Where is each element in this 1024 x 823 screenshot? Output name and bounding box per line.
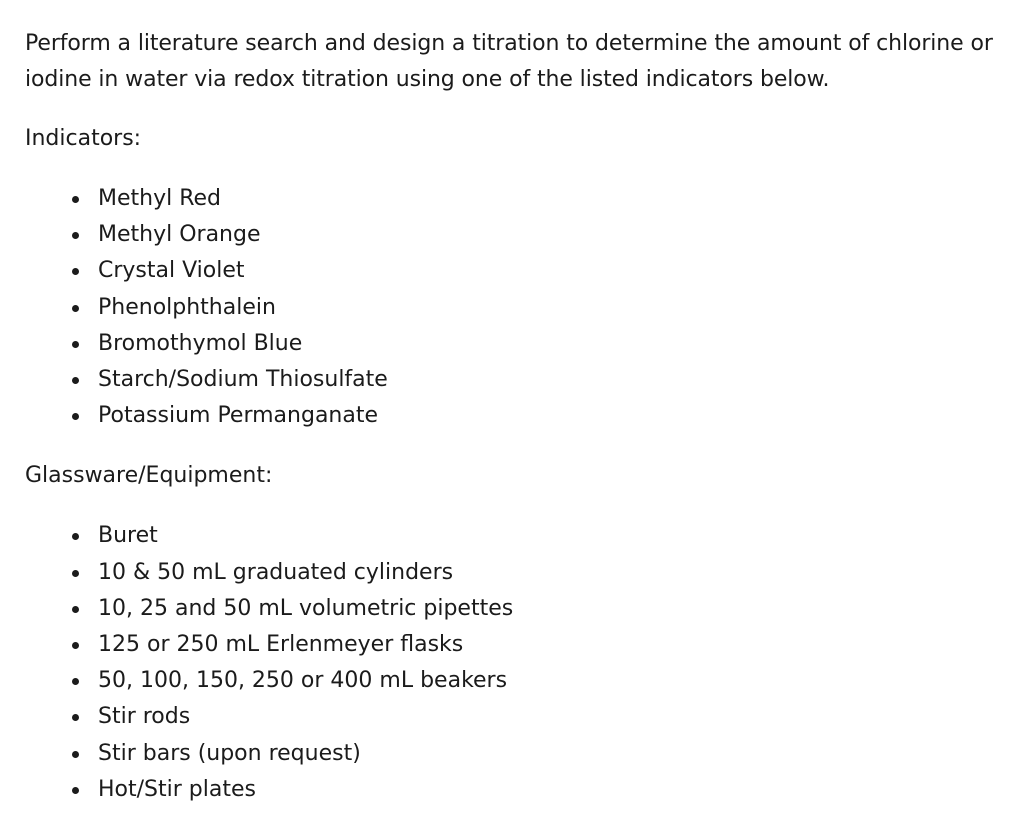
list-item: Crystal Violet — [72, 253, 1015, 289]
list-item: Methyl Red — [72, 181, 1015, 217]
list-item: 10, 25 and 50 mL volumetric pipettes — [72, 591, 1015, 627]
list-item: Potassium Permanganate — [72, 398, 1015, 434]
list-item: Stir rods — [72, 699, 1015, 735]
document-body — [25, 26, 1015, 808]
list-item: Methyl Orange — [72, 217, 1015, 253]
list-item: Hot/Stir plates — [72, 772, 1015, 808]
indicators-list — [25, 181, 1015, 434]
list-item: 125 or 250 mL Erlenmeyer flasks — [72, 627, 1015, 663]
list-item: 50, 100, 150, 250 or 400 mL beakers — [72, 663, 1015, 699]
equipment-heading: Glassware/Equipment: — [25, 463, 273, 489]
intro-paragraph: Perform a literature search and design a titration to determine the amount of chlorine or iodine in water via redox titration using one of the listed indicators below. — [25, 31, 993, 92]
list-item: Buret — [72, 518, 1015, 554]
list-item: Phenolphthalein — [72, 290, 1015, 326]
equipment-list — [25, 518, 1015, 808]
list-item: Stir bars (upon request) — [72, 736, 1015, 772]
list-item: 10 & 50 mL graduated cylinders — [72, 555, 1015, 591]
list-item: Starch/Sodium Thiosulfate — [72, 362, 1015, 398]
indicators-heading: Indicators: — [25, 126, 142, 151]
list-item: Bromothymol Blue — [72, 326, 1015, 362]
